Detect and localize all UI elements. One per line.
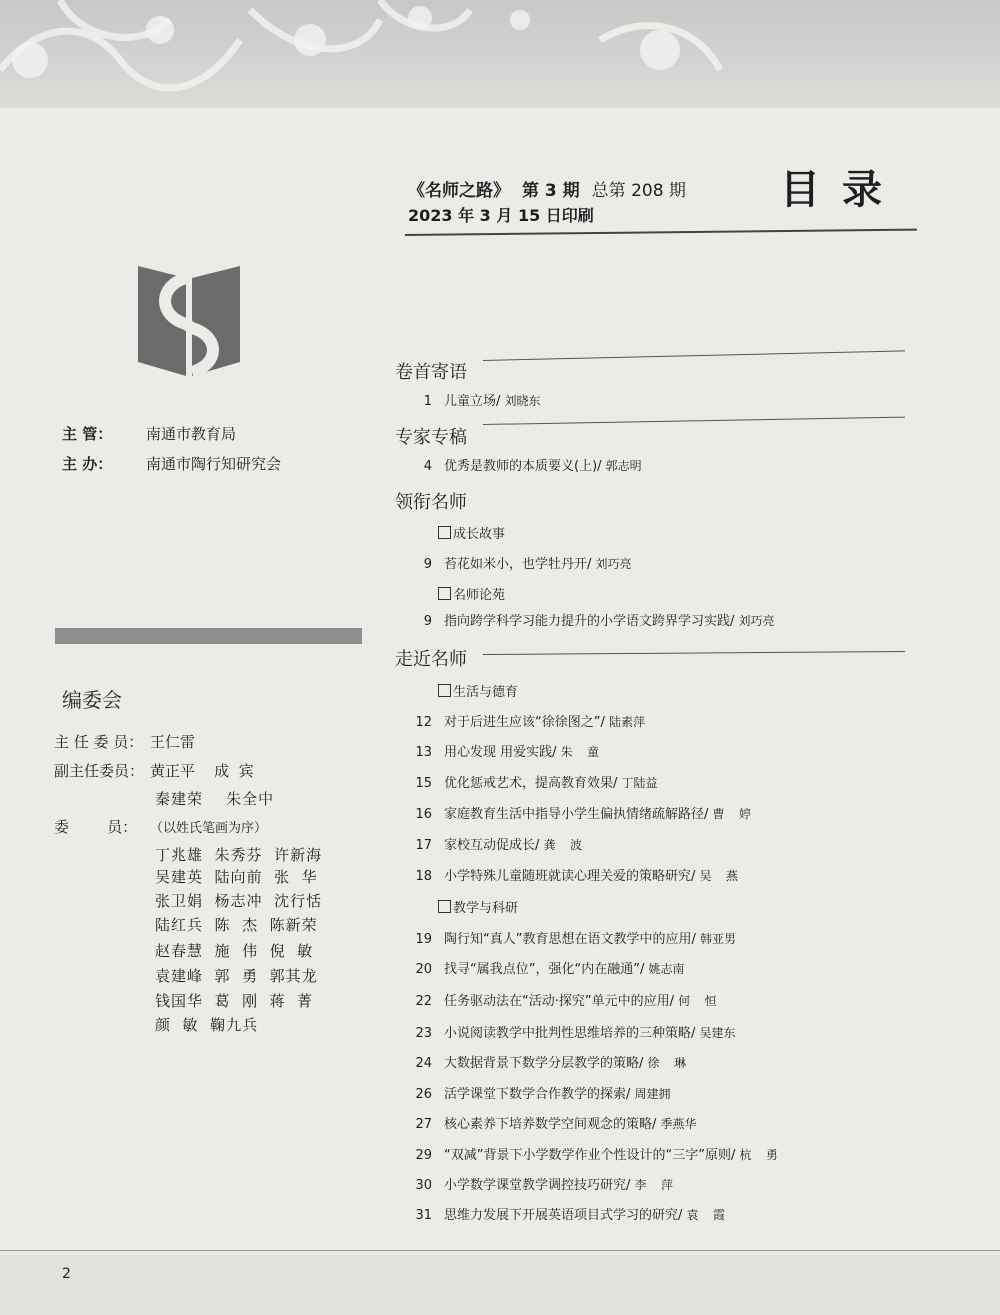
checkbox-square-icon <box>438 900 451 913</box>
section-rule <box>483 350 905 361</box>
magazine-logo-icon <box>138 266 240 380</box>
toc-entry: 18 小学特殊儿童随班就读心理关爱的策略研究/ 吴 燕 <box>415 869 738 884</box>
toc-entry: 24 大数据背景下数学分层教学的策略/ 徐 琳 <box>415 1056 686 1071</box>
supervisor-value: 南通市教育局 <box>146 425 237 443</box>
section-rule <box>483 651 905 655</box>
member-row: 颜 敏 鞠九兵 <box>155 1016 259 1034</box>
page-bottom-margin <box>0 1255 1000 1315</box>
sub-teaching-research: 教学与科研 <box>438 897 518 916</box>
member-row: 赵春慧 施 伟 倪 敏 <box>155 942 314 960</box>
section-foreword: 卷首寄语 <box>395 362 467 383</box>
toc-entry: 9 指向跨学科学习能力提升的小学语文跨界学习实践/ 刘巧亮 <box>423 614 775 629</box>
board-vice-row <box>54 760 254 781</box>
sub-growth-story: 成长故事 <box>438 523 505 542</box>
vice-names-2: 秦建荣 朱全中 <box>155 790 275 808</box>
sponsor-row <box>62 453 281 474</box>
magazine-name: 《名师之路》 <box>408 181 510 201</box>
print-date: 2023 年 3 月 15 日印刷 <box>408 206 594 225</box>
sponsor-value: 南通市陶行知研究会 <box>146 455 282 473</box>
members-note: （以姓氏笔画为序） <box>150 821 268 836</box>
toc-title: 目录 <box>780 167 904 213</box>
toc-entry: 30 小学数学课堂教学调控技巧研究/ 李 萍 <box>415 1178 673 1193</box>
supervisor-row <box>62 423 236 444</box>
sub-teacher-forum: 名师论苑 <box>438 584 505 603</box>
board-title: 编委会 <box>62 688 122 712</box>
toc-entry: 16 家庭教育生活中指导小学生偏执情绪疏解路径/ 曹 婷 <box>415 807 751 822</box>
member-row: 吴建英 陆向前 张 华 <box>155 868 318 886</box>
member-row: 钱国华 葛 刚 蒋 菁 <box>155 992 314 1010</box>
toc-entry: 17 家校互动促成长/ 龚 波 <box>415 838 582 853</box>
checkbox-square-icon <box>438 587 451 600</box>
page-number: 2 <box>62 1266 71 1282</box>
sponsor-label: 主 办： <box>62 455 113 473</box>
vice-names-1: 黄正平 成 宾 <box>150 762 254 780</box>
divider-bar <box>55 628 362 644</box>
checkbox-square-icon <box>438 526 451 539</box>
board-chair-row <box>54 731 195 752</box>
toc-entry: 9 苔花如米小，也学牡丹开/ 刘巧亮 <box>423 557 632 572</box>
issue-header <box>408 176 698 201</box>
members-label: 委 员： <box>54 818 138 836</box>
chair-label: 主 任 委 员： <box>54 733 144 751</box>
sub-life-moral: 生活与德育 <box>438 681 518 700</box>
member-row: 袁建峰 郭 勇 郭其龙 <box>155 967 318 985</box>
member-row: 陆红兵 陈 杰 陈新荣 <box>155 916 318 934</box>
header-rule <box>405 229 917 236</box>
toc-entry: 19 陶行知“真人”教育思想在语文教学中的应用/ 韩亚男 <box>415 932 737 947</box>
supervisor-label: 主 管： <box>62 425 113 443</box>
board-members-row <box>54 816 267 837</box>
section-approach: 走近名师 <box>395 649 467 670</box>
section-leading: 领衔名师 <box>395 492 467 513</box>
toc-entry: 13 用心发现 用爱实践/ 朱 童 <box>415 745 600 760</box>
toc-entry: 26 活学课堂下数学合作教学的探索/ 周建拥 <box>415 1087 671 1102</box>
toc-entry: 31 思维力发展下开展英语项目式学习的研究/ 袁 霞 <box>415 1208 725 1223</box>
section-expert: 专家专稿 <box>395 427 467 448</box>
vice-label: 副主任委员： <box>54 762 145 780</box>
toc-entry: 20 找寻“属我点位”，强化“内在融通”/ 姚志南 <box>415 962 685 977</box>
checkbox-square-icon <box>438 684 451 697</box>
toc-entry: 23 小说阅读教学中批判性思维培养的三种策略/ 吴建东 <box>415 1026 736 1041</box>
toc-entry: 22 任务驱动法在“活动·探究”单元中的应用/ 何 恒 <box>415 994 717 1009</box>
toc-entry: 15 优化惩戒艺术，提高教育效果/ 丁陆益 <box>415 776 658 791</box>
section-rule <box>483 417 905 425</box>
member-row: 张卫娟 杨志冲 沈行恬 <box>155 892 323 910</box>
toc-entry: 29 “双减”背景下小学数学作业个性设计的“三字”原则/ 杭 勇 <box>415 1148 778 1163</box>
ornament-pattern <box>0 0 1000 108</box>
member-row: 丁兆雄 朱秀芬 许新海 <box>155 846 323 864</box>
toc-entry: 4 优秀是教师的本质要义(上)/ 郭志明 <box>423 459 642 474</box>
chair-name: 王仁雷 <box>150 733 196 751</box>
toc-entry: 12 对于后进生应该“徐徐图之”/ 陆素萍 <box>415 715 646 730</box>
issue-number: 第 3 期 <box>522 181 580 201</box>
toc-entry: 1 儿童立场/ 刘晓东 <box>423 394 541 409</box>
toc-entry: 27 核心素养下培养数学空间观念的策略/ 季燕华 <box>415 1117 697 1132</box>
total-issue: 总第 208 期 <box>591 181 686 201</box>
decorative-header-band <box>0 0 1000 108</box>
page-edge-line <box>0 1250 1000 1251</box>
